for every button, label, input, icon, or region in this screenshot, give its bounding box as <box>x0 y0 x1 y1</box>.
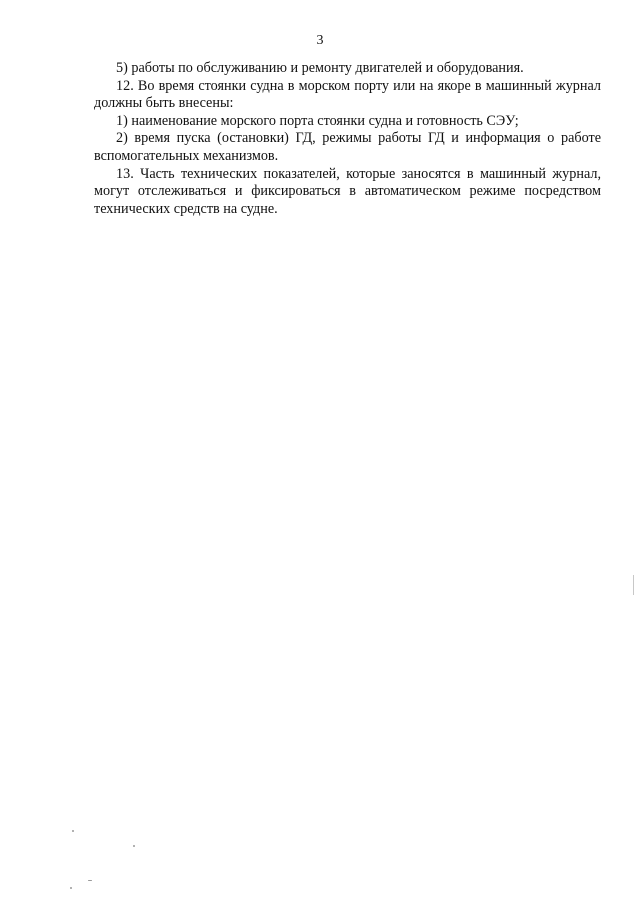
page-number: 3 <box>316 33 324 48</box>
scan-edge-mark <box>633 575 634 595</box>
scan-speck <box>70 887 72 889</box>
document-body <box>94 60 601 218</box>
scan-speck <box>88 880 92 881</box>
paragraph-item-5-works: 5) работы по обслуживанию и ремонту двигателей и оборудования. <box>116 60 524 76</box>
scan-speck <box>72 830 74 832</box>
paragraph-section-13: 13. Часть технических показателей, которые заносятся в машинный журнал, могут отслеживаться и фиксироваться в автоматическом режиме посредством технических средств на судне. <box>94 165 601 217</box>
paragraph-section-12: 12. Во время стоянки судна в морском порту или на якоре в машинный журнал должны быть внесены: <box>94 77 601 112</box>
paragraph-item-2-engine-start: 2) время пуска (остановки) ГД, режимы работы ГД и информация о работе вспомогательных механизмов. <box>94 130 601 164</box>
paragraph-item-1-port-name: 1) наименование морского порта стоянки судна и готовность СЭУ; <box>116 112 519 129</box>
scan-speck <box>133 845 135 847</box>
